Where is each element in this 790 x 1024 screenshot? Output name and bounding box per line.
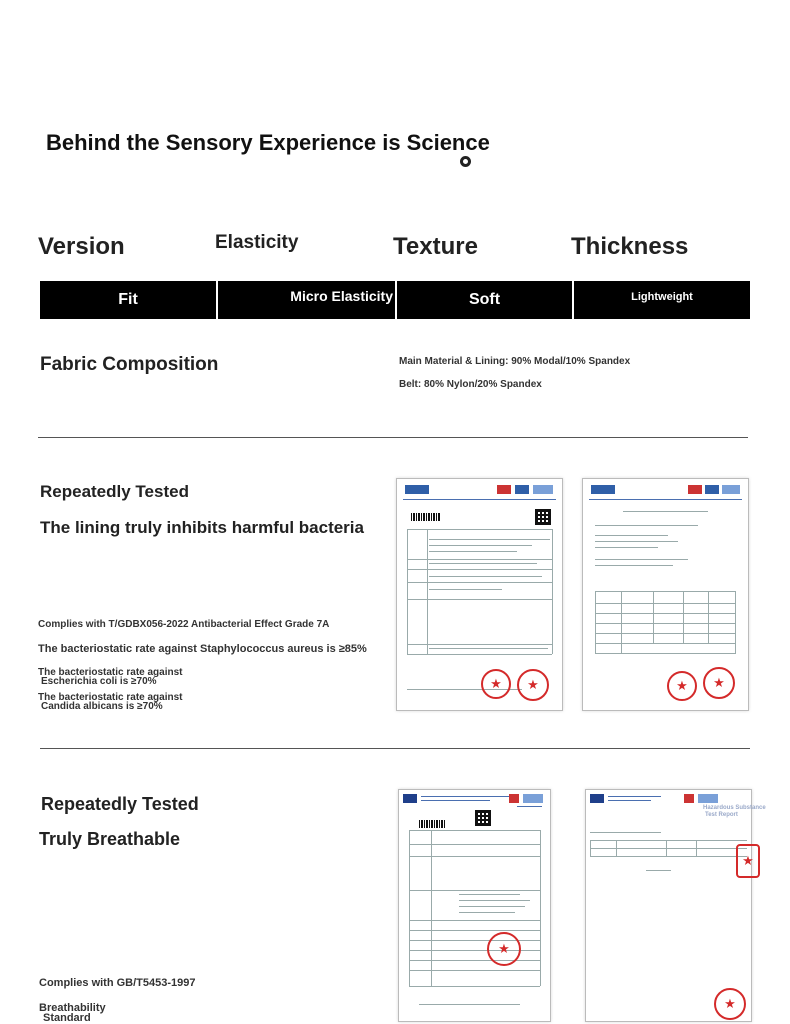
report-label-line1: Hazardous Substance (703, 805, 766, 811)
ecoli-rate-line2: Escherichia coli is ≥70% (41, 676, 157, 687)
spec-header-texture: Texture (393, 233, 478, 260)
star-seal-icon: ★ (714, 988, 746, 1020)
qr-code-icon (535, 509, 551, 525)
breathable-headline: Truly Breathable (39, 829, 181, 849)
spec-header-elasticity: Elasticity (215, 232, 299, 253)
spec-header-version: Version (38, 233, 125, 260)
star-seal-icon: ★ (487, 932, 521, 966)
antibacterial-standard: Complies with T/GDBX056-2022 Antibacterial Effect Grade 7A (38, 619, 330, 630)
breathable-standard: Complies with GB/T5453-1997 (39, 977, 196, 989)
star-seal-icon: ★ (703, 667, 735, 699)
qr-code-icon (475, 810, 491, 826)
spec-value-elasticity: Micro Elasticity (218, 281, 395, 319)
breathable-standard-line1: Breathability (39, 1002, 106, 1014)
spec-header-thickness: Thickness (571, 233, 689, 260)
report-label-line2: Test Report (705, 812, 738, 818)
candida-rate-line2: Candida albicans is ≥70% (41, 701, 163, 712)
fabric-title: Fabric Composition (40, 354, 219, 375)
fabric-main-material: Main Material & Lining: 90% Modal/10% Spandex (399, 356, 631, 367)
hazardous-substance-report-image (585, 789, 766, 1022)
barcode-icon (419, 820, 445, 828)
ecoli-rate-line1: The bacteriostatic rate against (38, 667, 183, 678)
spec-value-thickness: Lightweight (574, 281, 750, 319)
antibacterial-report-image-1 (396, 478, 563, 711)
staph-rate: The bacteriostatic rate against Staphylococcus aureus is ≥85% (38, 643, 367, 655)
star-seal-icon: ★ (517, 669, 549, 701)
antibacterial-kicker: Repeatedly Tested (40, 482, 189, 501)
divider (38, 437, 748, 438)
star-seal-icon: ★ (667, 671, 697, 701)
star-seal-icon: ★ (481, 669, 511, 699)
divider (40, 748, 750, 749)
breathable-kicker: Repeatedly Tested (41, 794, 199, 814)
spec-value-texture: Soft (397, 281, 572, 319)
circle-mark-icon (460, 156, 471, 167)
breathability-report-image-1 (398, 789, 551, 1022)
antibacterial-headline: The lining truly inhibits harmful bacteria (40, 518, 364, 537)
barcode-icon (411, 513, 441, 521)
breathable-standard-line2: Standard (43, 1012, 91, 1024)
star-seal-icon: ★ (736, 844, 760, 878)
spec-value-fit: Fit (40, 281, 216, 319)
page-title: Behind the Sensory Experience is Science (46, 130, 490, 155)
antibacterial-report-image-2 (582, 478, 749, 711)
fabric-belt: Belt: 80% Nylon/20% Spandex (399, 379, 542, 390)
candida-rate-line1: The bacteriostatic rate against (38, 692, 183, 703)
